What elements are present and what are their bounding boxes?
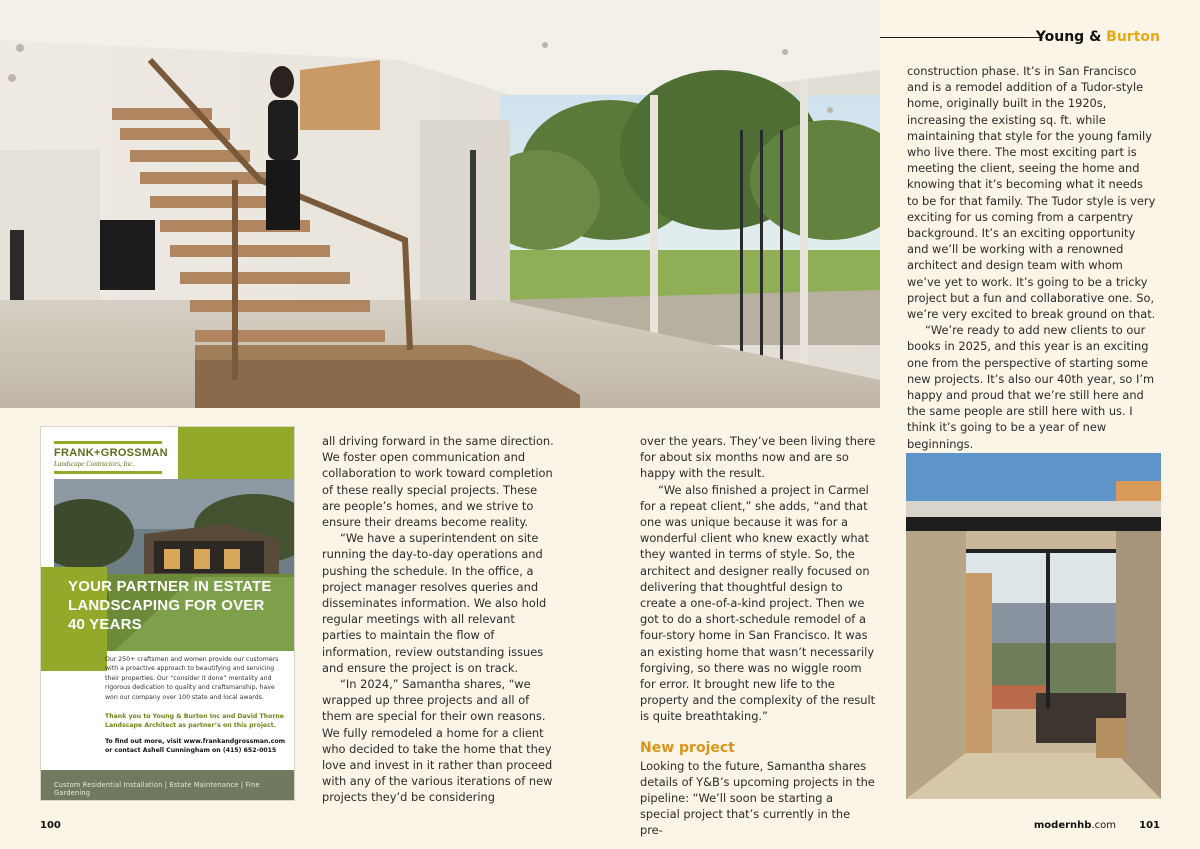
ad-thanks-note: Thank you to Young & Burton Inc and David Thorne Landscape Architect as partner’s on this project. — [105, 713, 284, 730]
paragraph: Looking to the future, Samantha shares details of Y&B’s upcoming projects in the pipeline: “We’ll soon be starting a special project that’s currently in the pre- — [640, 758, 875, 838]
brand-young: Young — [1035, 29, 1085, 45]
paragraph: “In 2024,” Samantha shares, “we wrapped up three projects and all of them are special for their own reasons. We fully remodeled a home for a client who decided to take the home that they love and invest in it rather than proceed with any of the various iterations of new projects they’d be considering — [322, 677, 553, 805]
paragraph: all driving forward in the same direction. We foster open communication and collaboration to work toward completion of these really special projects. These are people’s homes, and we strive to ensure their dreams become reality. — [322, 434, 554, 530]
ad-contact-website[interactable]: To find out more, visit www.frankandgrossman.com — [105, 738, 286, 745]
hero-photo-staircase — [0, 0, 880, 408]
ad-contact-phone: or contact Ashell Cunningham on (415) 652-0015 — [105, 747, 277, 755]
ad-logo — [54, 441, 168, 474]
ad-body-copy: Our 250+ craftsmen and women provide our customers with a proactive approach to beautifying and servicing their properties. Our “consider it done” mentality and rigorous dedication to quality and craftsmanship, have won our company over 100 state and local awards. — [105, 656, 279, 701]
brand-burton: Burton — [1106, 29, 1160, 45]
brand-ampersand: & — [1084, 29, 1107, 45]
paragraph: “We also finished a project in Carmel for a repeat client,” she adds, “and that one was unique because it was for a wonderful client who knew exactly what they wanted in terms of style. So, the architect and designer really focused on delivering that thoughtful design to create a one-of-a-kind project. Then we got to do a short-schedule remodel of a four-story home in San Francisco. It was an existing home that wasn’t necessarily forgiving, so there was no wiggle room for error. It brought new life to the property and the complexity of the result is quite breathtaking.” — [640, 482, 876, 724]
magazine-section-brand — [1036, 29, 1160, 45]
ad-contact — [105, 737, 290, 756]
article-column-1 — [322, 433, 554, 806]
interior-photo-pivot-door — [906, 453, 1161, 799]
page-number-left: 100 — [40, 820, 61, 831]
ad-headline: YOUR PARTNER IN ESTATE LANDSCAPING FOR OVER 40 YEARS — [68, 578, 272, 633]
article-column-3 — [907, 63, 1157, 452]
paragraph: “We have a superintendent on site running the day-to-day operations and pushing the schedule. In the office, a project manager resolves queries and disseminates information. We also hold regular meetings with all relevant parties to maintain the flow of information, review outstanding issues and ensure the project is on track. — [322, 531, 547, 675]
article-column-2 — [640, 433, 876, 839]
ad-logo-subtitle: Landscape Contractors, Inc. — [54, 460, 135, 468]
page-number-right: 101 — [1139, 820, 1160, 831]
section-subhead: New project — [640, 739, 735, 756]
site-url-tld: .com — [1091, 820, 1116, 831]
paragraph: construction phase. It’s in San Francisco and is a remodel addition of a Tudor-style home, originally built in the 1920s, increasing the existing sq. ft. while maintaining that style for the young family who live there. The most exciting part is meeting the client, seeing the home and knowing that it’s becoming what it needs to be for that family. The Tudor style is very exciting for us coming from a carpentry background. It’s an exciting opportunity and we’ll be working with a renowned architect and design team with whom we’ve yet to work. It’s going to be a tricky project but a fun and collaborative one. So, we’re very excited to break ground on that. — [907, 64, 1156, 322]
site-url-domain: modernhb — [1033, 820, 1092, 831]
ad-logo-name: FRANK+GROSSMAN — [54, 447, 168, 459]
ad-services-footer: Custom Residential Installation | Estate Maintenance | Fine Gardening — [41, 770, 294, 800]
paragraph: “We’re ready to add new clients to our books in 2025, and this year is an exciting one from the perspective of starting some new projects. It’s also our 40th year, so I’m happy and proud that we’re still here and the same people are still here with us. I think it’s going to be a year of new beginnings. — [907, 323, 1155, 451]
frank-grossman-advertisement — [40, 426, 295, 801]
site-url[interactable] — [1034, 820, 1116, 831]
paragraph: over the years. They’ve been living there for about six months now and are so happy with the result. — [640, 434, 876, 481]
